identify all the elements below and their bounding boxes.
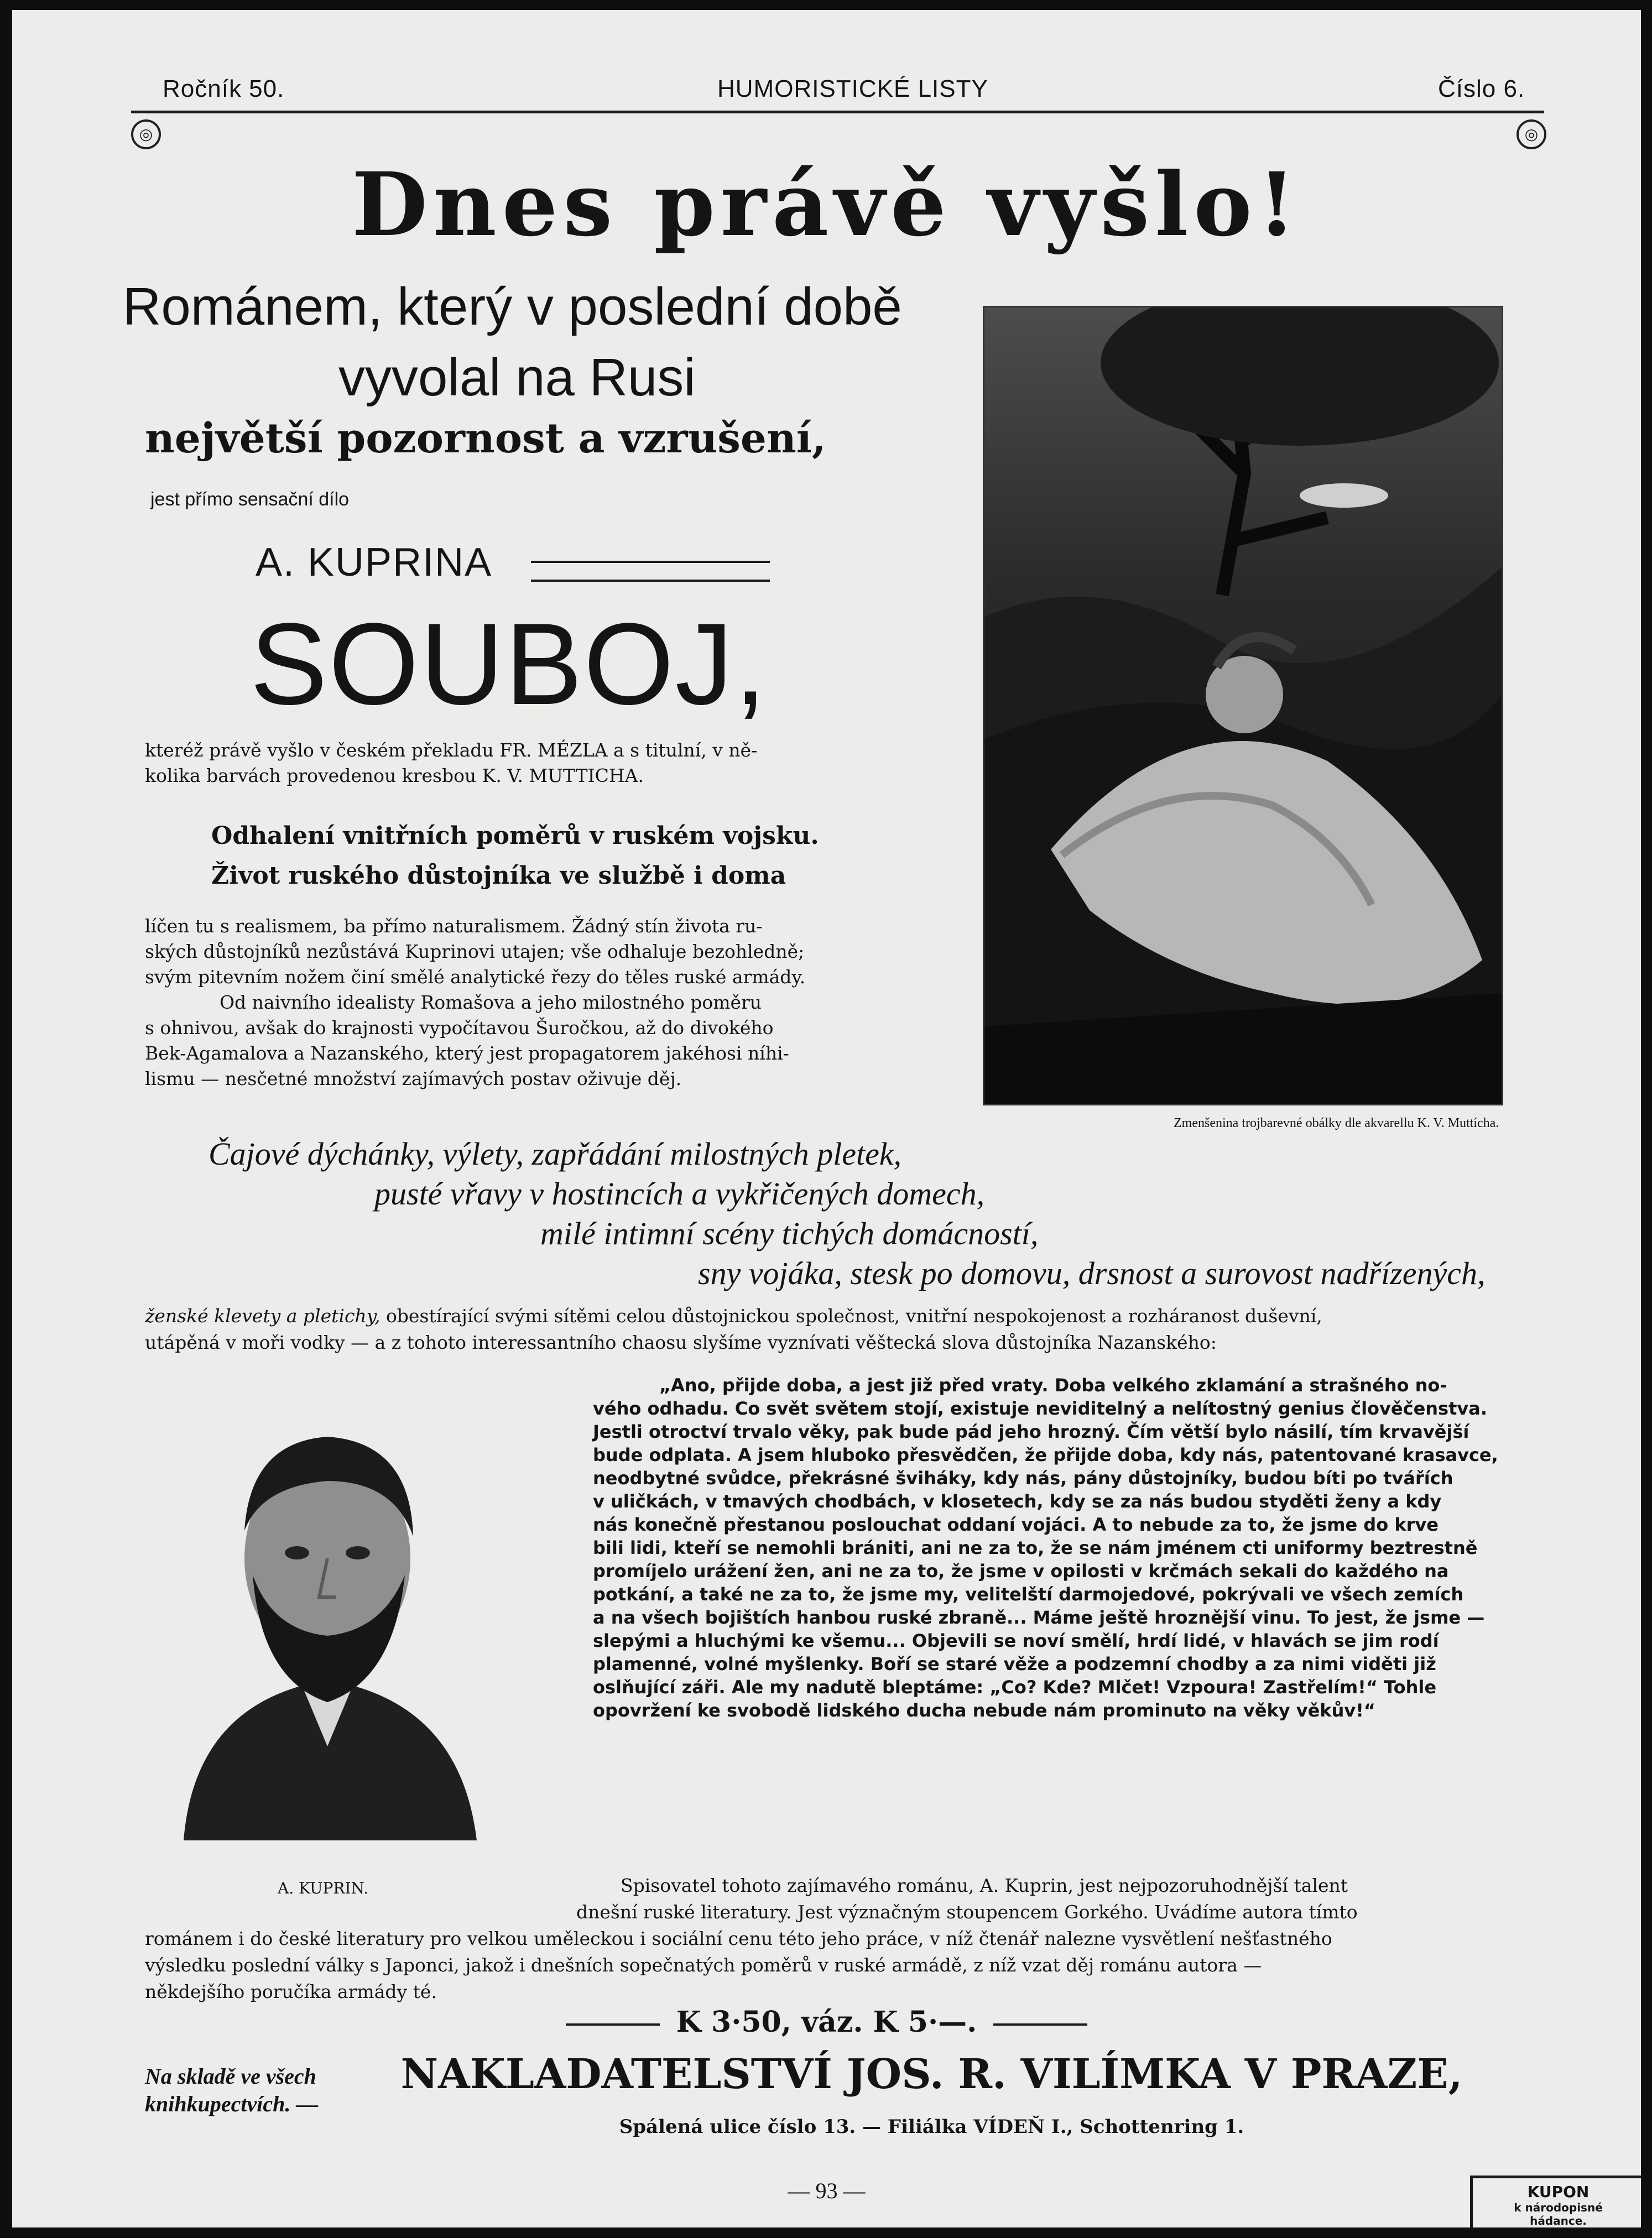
centered-bold-line-1: Odhalení vnitřních poměrů v ruském vojsku.	[211, 822, 819, 850]
stock-line-1: Na skladě ve všech	[145, 2064, 316, 2089]
italic-line-3: milé intimní scény tichých domácností,	[540, 1215, 1039, 1251]
cover-illustration	[983, 306, 1503, 1105]
description-paragraph	[145, 914, 869, 1092]
description-line: s ohnivou, avšak do krajnosti vypočítavou Šuročkou, až do divokého	[145, 1017, 774, 1039]
translation-note	[145, 738, 869, 789]
quote-line: opovržení ke svobodě lidského ducha nebude nám prominuto na věky věkův!“	[593, 1700, 1375, 1721]
wide-paragraph	[145, 1303, 1516, 1356]
publisher-name: NAKLADATELSTVÍ JOS. R. VILÍMKA V PRAZE,	[400, 2051, 1463, 2098]
description-line: Od naivního idealisty Romašova a jeho milostného poměru	[220, 992, 762, 1013]
coupon-title: KUPON	[1527, 2183, 1590, 2201]
intro-bold-line: největší pozornost a vzrušení,	[145, 415, 826, 462]
intro-small-line: jest přímo sensační dílo	[150, 489, 350, 510]
italic-line-2: pusté vřavy v hostincích a vykřičených domech,	[374, 1176, 985, 1212]
quote-line: nás konečně přestanou poslouchat oddaní vojáci. A to nebude za to, že jsme do krve	[593, 1514, 1439, 1535]
translation-line: kolika barvách provedenou kresbou K. V. MUTTICHA.	[145, 765, 644, 786]
closing-line: Spisovatel tohoto zajímavého románu, A. Kuprin, jest nejpozoruhodnější talent	[621, 1875, 1348, 1896]
issue-label: Číslo 6.	[1438, 75, 1525, 102]
intro-line-1: Románem, který v poslední době	[123, 277, 902, 336]
quote-line: Jestli otroctví trvalo věky, pak bude pád jeho hrozný. Čím větší bylo násilí, tím krvavější	[593, 1421, 1469, 1442]
stock-line-2: knihkupectvích. —	[145, 2091, 319, 2116]
quote-line: plamenné, volné myšlenky. Boří se staré věže a podzemní chodby a za nimi viděti již	[593, 1653, 1436, 1674]
portrait-caption: A. KUPRIN.	[278, 1879, 369, 1897]
quote-line: slepými a hluchými ke všemu... Objevili se noví smělí, hrdí lidé, v hlavách se jim rodí	[593, 1630, 1439, 1651]
quote-line: promíjelo urážení žen, ani ne za to, že jsme v opilosti v krčmách sekali do každého na	[593, 1561, 1449, 1582]
description-line: Bek-Agamalova a Nazanského, který jest propagatorem jakéhosi níhi-	[145, 1042, 789, 1064]
author-line: A. KUPRINA	[256, 540, 493, 585]
translation-line: kteréž právě vyšlo v českém překladu FR. MÉZLA a s titulní, v ně-	[145, 739, 758, 761]
italic-line-4: sny vojáka, stesk po domovu, drsnost a surovost nadřízených,	[698, 1255, 1486, 1291]
description-line: lismu — nesčetné množství zajímavých postav oživuje děj.	[145, 1068, 682, 1089]
quote-line: a na všech bojištích hanbou ruské zbraně... Máme ještě hroznější vinu. To jest, že jsme —	[593, 1607, 1485, 1628]
closing-line: románem i do české literatury pro velkou uměleckou i sociální cenu této jeho práce, v níž čtenář nalezne vysvětlení nešťastného	[145, 1928, 1332, 1949]
illustration-caption: Zmenšenina trojbarevné obálky dle akvarellu K. V. Muttícha.	[1174, 1116, 1499, 1130]
quote-line: „Ano, přijde doba, a jest již před vraty. Doba velkého zklamání a strašného no-	[659, 1375, 1447, 1396]
quote-line: potkání, a také ne za to, že jsme my, velitelští darmojedové, pokrývali ve všech zemích	[593, 1584, 1464, 1605]
wide-paragraph-italic: ženské klevety a pletichy,	[145, 1305, 381, 1327]
centered-bold-line-2: Život ruského důstojníka ve službě i doma	[211, 862, 786, 890]
description-line: ských důstojníků nezůstává Kuprinovi utajen; vše odhaluje bezohledně;	[145, 941, 805, 962]
closing-line: výsledku poslední války s Japonci, jakož i dnešních sopečnatých poměrů v ruské armádě, z níž vzat děj románu autora —	[145, 1954, 1262, 1976]
price: K 3·50, váz. K 5·—.	[676, 2005, 977, 2039]
wide-paragraph-text-1: obestírající svými sítěmi celou důstojnickou společnost, vnitřní nespokojenost a rozháranost duševní,	[380, 1305, 1322, 1327]
emblem-left-icon: ◎	[131, 119, 161, 149]
coupon-box[interactable]	[1470, 2176, 1641, 2227]
description-line: líčen tu s realismem, ba přímo naturalismem. Žádný stín života ru-	[145, 915, 763, 937]
quote-line: v uličkách, v tmavých chodbách, v klosetech, kdy se za nás budou styděti ženy a kdy	[593, 1491, 1442, 1512]
wide-paragraph-text-2: utápěná v moři vodky — a z tohoto interessantního chaosu slyšíme vyznívati věštecká slova důstojníka Nazanského:	[145, 1332, 1217, 1353]
headline: Dnes právě vyšlo!	[351, 154, 1302, 256]
quote-line: bili lidi, kteří se nemohli brániti, ani ne za to, že se nám jménem cti uniformy beztrestně	[593, 1537, 1478, 1558]
double-rule	[531, 561, 770, 582]
nazansky-quote	[593, 1374, 1516, 1722]
coupon-line-1: k národopisné	[1514, 2201, 1603, 2214]
book-title: SOUBOJ,	[250, 599, 768, 729]
italic-line-1: Čajové dýchánky, výlety, zapřádání milostných pletek,	[209, 1136, 902, 1172]
page-number: — 93 —	[788, 2178, 866, 2203]
quote-line: bude odplata. A jsem hluboko přesvědčen, že přijde doba, kdy nás, patentované krasavce,	[593, 1444, 1498, 1465]
quote-line: neodbytné svůdce, překrásné šviháky, kdy nás, pány důstojníky, budou bíti po tvářích	[593, 1468, 1453, 1489]
header-rule	[131, 111, 1544, 113]
volume-label: Ročník 50.	[163, 75, 285, 102]
intro-line-2: vyvolal na Rusi	[338, 348, 696, 407]
publisher-address: Spálená ulice číslo 13. — Filiálka VÍDEŇ I., Schottenring 1.	[619, 2116, 1244, 2138]
emblem-right-icon: ◎	[1516, 119, 1546, 149]
description-line: svým pitevním nožem činí smělé analytické řezy do těles ruské armády.	[145, 966, 806, 988]
author-portrait	[150, 1392, 504, 1840]
newspaper-page	[12, 10, 1641, 2227]
closing-paragraph	[145, 1872, 1516, 2005]
closing-line: dnešní ruské literatury. Jest význačným stoupencem Gorkého. Uvádíme autora tímto	[576, 1901, 1358, 1923]
quote-line: vého odhadu. Co svět světem stojí, existuje neviditelný a nelítostný genius člověčenstva.	[593, 1398, 1487, 1419]
masthead-title: HUMORISTICKÉ LISTY	[717, 75, 988, 102]
closing-line: někdejšího poručíka armády té.	[145, 1981, 437, 2002]
quote-line: oslňující záři. Ale my nadutě bleptáme: „Co? Kde? Mlčet! Vzpoura! Zastřelím!“ Tohle	[593, 1677, 1437, 1698]
price-line	[12, 2005, 1641, 2039]
coupon-line-2: hádance.	[1530, 2214, 1587, 2227]
